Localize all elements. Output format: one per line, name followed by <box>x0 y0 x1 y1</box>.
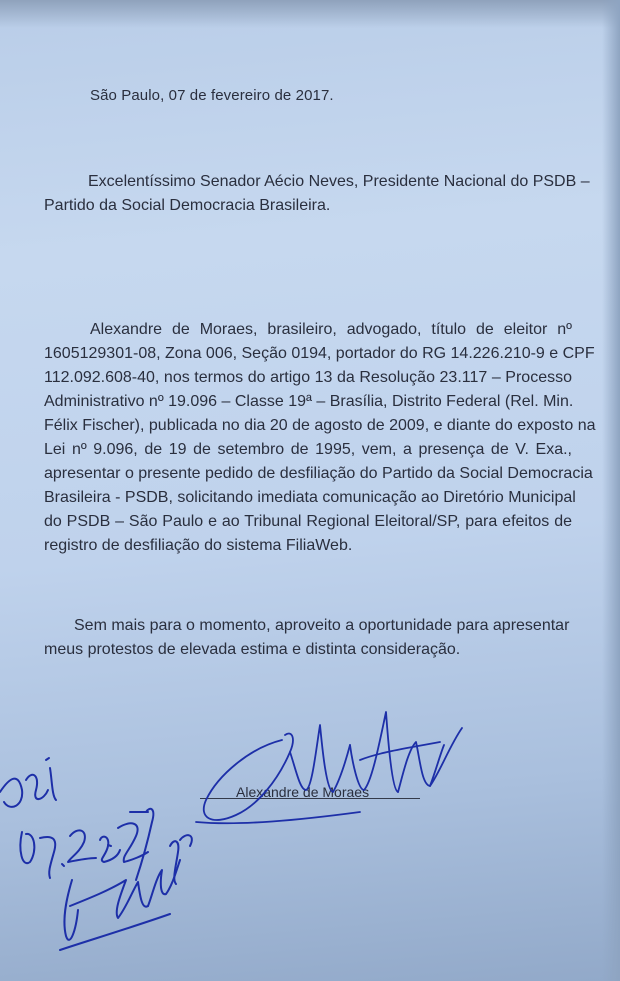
paragraph-line: apresentar o presente pedido de desfiliação do Partido da Social Democracia <box>44 465 593 482</box>
paragraph-line: Alexandre de Moraes, brasileiro, advogado, título de eleitor nº <box>90 321 572 338</box>
addressee-line-2: Partido da Social Democracia Brasileira. <box>44 197 331 214</box>
paragraph-line: do PSDB – São Paulo e ao Tribunal Regional Eleitoral/SP, para efeitos de <box>44 513 572 530</box>
date-line: São Paulo, 07 de fevereiro de 2017. <box>90 87 334 104</box>
signature-name: Alexandre de Moraes <box>236 784 370 800</box>
paragraph-line: meus protestos de elevada estima e distinta consideração. <box>44 641 461 658</box>
paragraph-line: Administrativo nº 19.096 – Classe 19ª – Brasília, Distrito Federal (Rel. Min. <box>44 393 574 410</box>
paragraph-line: Félix Fischer), publicada no dia 20 de agosto de 2009, e diante do exposto na <box>44 417 596 434</box>
signature-scribble <box>196 712 462 823</box>
paragraph-line: 112.092.608-40, nos termos do artigo 13 da Resolução 23.117 – Processo <box>44 369 572 386</box>
paragraph-line: Brasileira - PSDB, solicitando imediata comunicação ao Diretório Municipal <box>44 489 576 506</box>
paragraph-line: Sem mais para o momento, aproveito a oportunidade para apresentar <box>74 617 570 634</box>
receipt-note <box>0 758 192 950</box>
paragraph-line: Lei nº 9.096, de 19 de setembro de 1995, vem, a presença de V. Exa., <box>44 441 572 458</box>
paragraph-line: 1605129301-08, Zona 006, Seção 0194, portador do RG 14.226.210-9 e CPF <box>44 345 595 362</box>
addressee-line-1: Excelentíssimo Senador Aécio Neves, Presidente Nacional do PSDB – <box>88 173 590 190</box>
paragraph-line: registro de desfiliação do sistema FiliaWeb. <box>44 537 353 554</box>
